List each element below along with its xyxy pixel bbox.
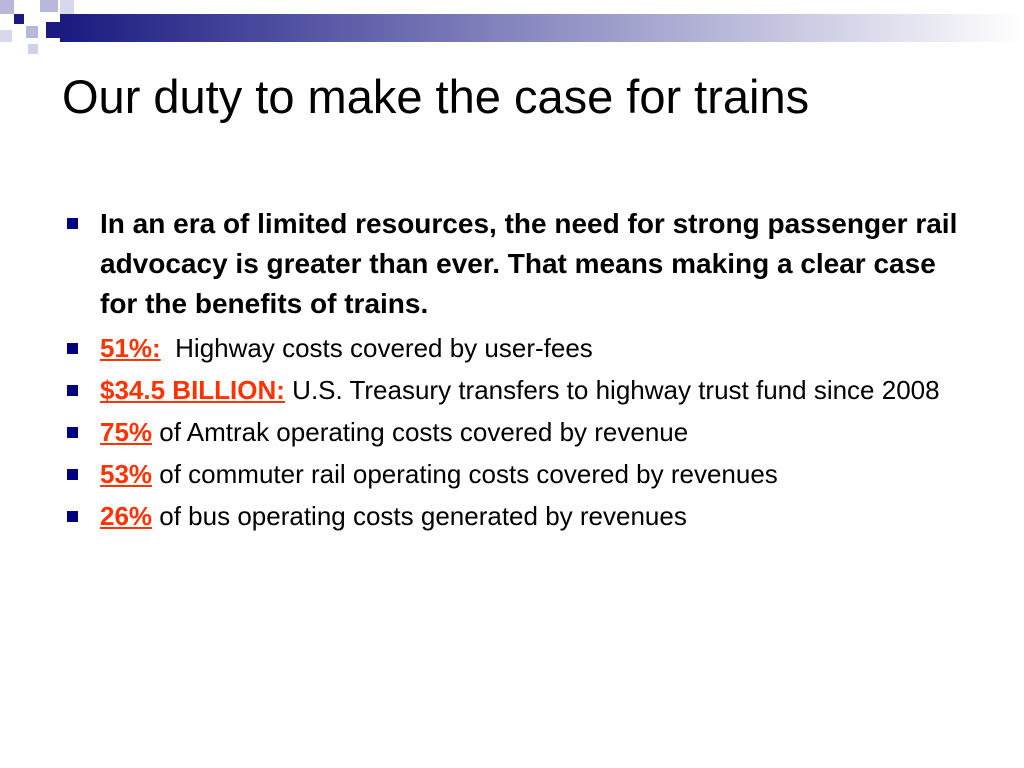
square-bullet-icon: [67, 469, 78, 480]
bullet-item-amtrak-costs: [62, 416, 962, 449]
header-gradient-bar: [60, 14, 1024, 42]
bullet-item-intro: [62, 204, 962, 324]
square-bullet-icon: [67, 385, 78, 396]
deco-square-dark-2: [46, 22, 62, 38]
stat-highlight: 75%: [100, 417, 153, 447]
stat-highlight: $34.5 BILLION:: [100, 375, 285, 405]
bullet-text: U.S. Treasury transfers to highway trust fund since 2008: [284, 375, 940, 405]
slide-title: Our duty to make the case for trains: [62, 70, 810, 123]
stat-highlight: 51%:: [100, 333, 161, 363]
deco-square-light-3: [40, 0, 58, 12]
bullet-text: In an era of limited resources, the need for strong passenger rail advocacy is greater than ever. That means making a clear case for the benefits of trains.: [100, 208, 958, 319]
deco-square-light-6: [0, 30, 12, 42]
deco-square-dark-1: [14, 14, 24, 24]
square-bullet-icon: [67, 343, 78, 354]
deco-square-light-2: [26, 26, 38, 38]
deco-square-light-1: [0, 0, 14, 14]
square-bullet-icon: [67, 218, 78, 229]
stat-highlight: 53%: [100, 459, 153, 489]
bullet-text: of commuter rail operating costs covered by revenues: [152, 459, 778, 489]
deco-square-light-4: [60, 0, 74, 14]
deco-square-light-5: [28, 44, 38, 54]
square-bullet-icon: [67, 511, 78, 522]
bullet-item-bus-costs: [62, 500, 962, 533]
title-decoration: [0, 0, 1024, 60]
bullet-text: Highway costs covered by user-fees: [160, 333, 593, 363]
bullet-item-commuter-rail-costs: [62, 458, 962, 491]
bullet-text: of Amtrak operating costs covered by revenue: [152, 417, 689, 447]
stat-highlight: 26%: [100, 501, 153, 531]
bullet-text: of bus operating costs generated by revenues: [152, 501, 687, 531]
bullet-item-treasury-transfers: [62, 374, 962, 407]
bullet-list: [62, 204, 962, 542]
bullet-item-highway-user-fees: [62, 332, 962, 365]
square-bullet-icon: [67, 427, 78, 438]
